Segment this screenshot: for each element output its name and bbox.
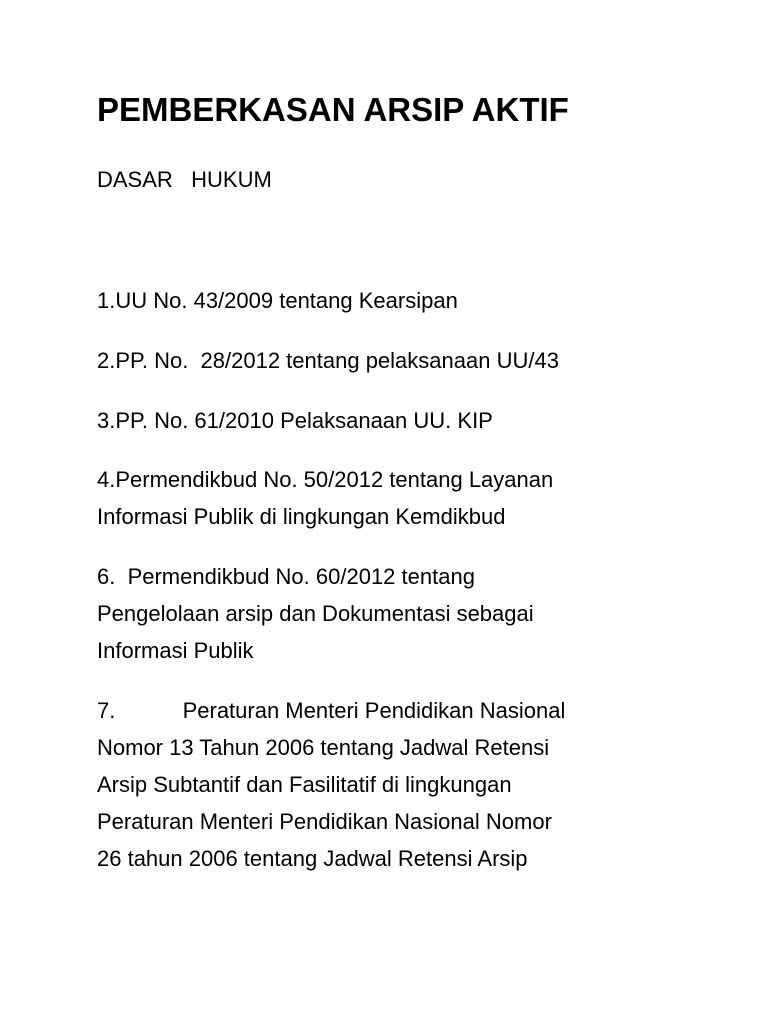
page-title: PEMBERKASAN ARSIP AKTIF	[97, 91, 569, 128]
list-item-2: 2.PP. No. 28/2012 tentang pelaksanaan UU/43	[97, 348, 559, 373]
section-heading: DASAR HUKUM	[97, 167, 272, 192]
list-item-7: 7. Peraturan Menteri Pendidikan Nasional Nomor 13 Tahun 2006 tentang Jadwal Retensi Arsip Subtantif dan Fasilitatif di lingkungan Peraturan Menteri Pendidikan Nasional Nomor 26 tahun 2006 tentang Jadwal Retensi Arsip	[97, 698, 566, 871]
list-item-4: 4.Permendikbud No. 50/2012 tentang Layanan Informasi Publik di lingkungan Kemdikbud	[97, 467, 554, 529]
list-item-1: 1.UU No. 43/2009 tentang Kearsipan	[97, 288, 458, 313]
list-item-6: 6. Permendikbud No. 60/2012 tentang Pengelolaan arsip dan Dokumentasi sebagai Informasi Publik	[97, 564, 534, 663]
list-item-3: 3.PP. No. 61/2010 Pelaksanaan UU. KIP	[97, 408, 493, 433]
